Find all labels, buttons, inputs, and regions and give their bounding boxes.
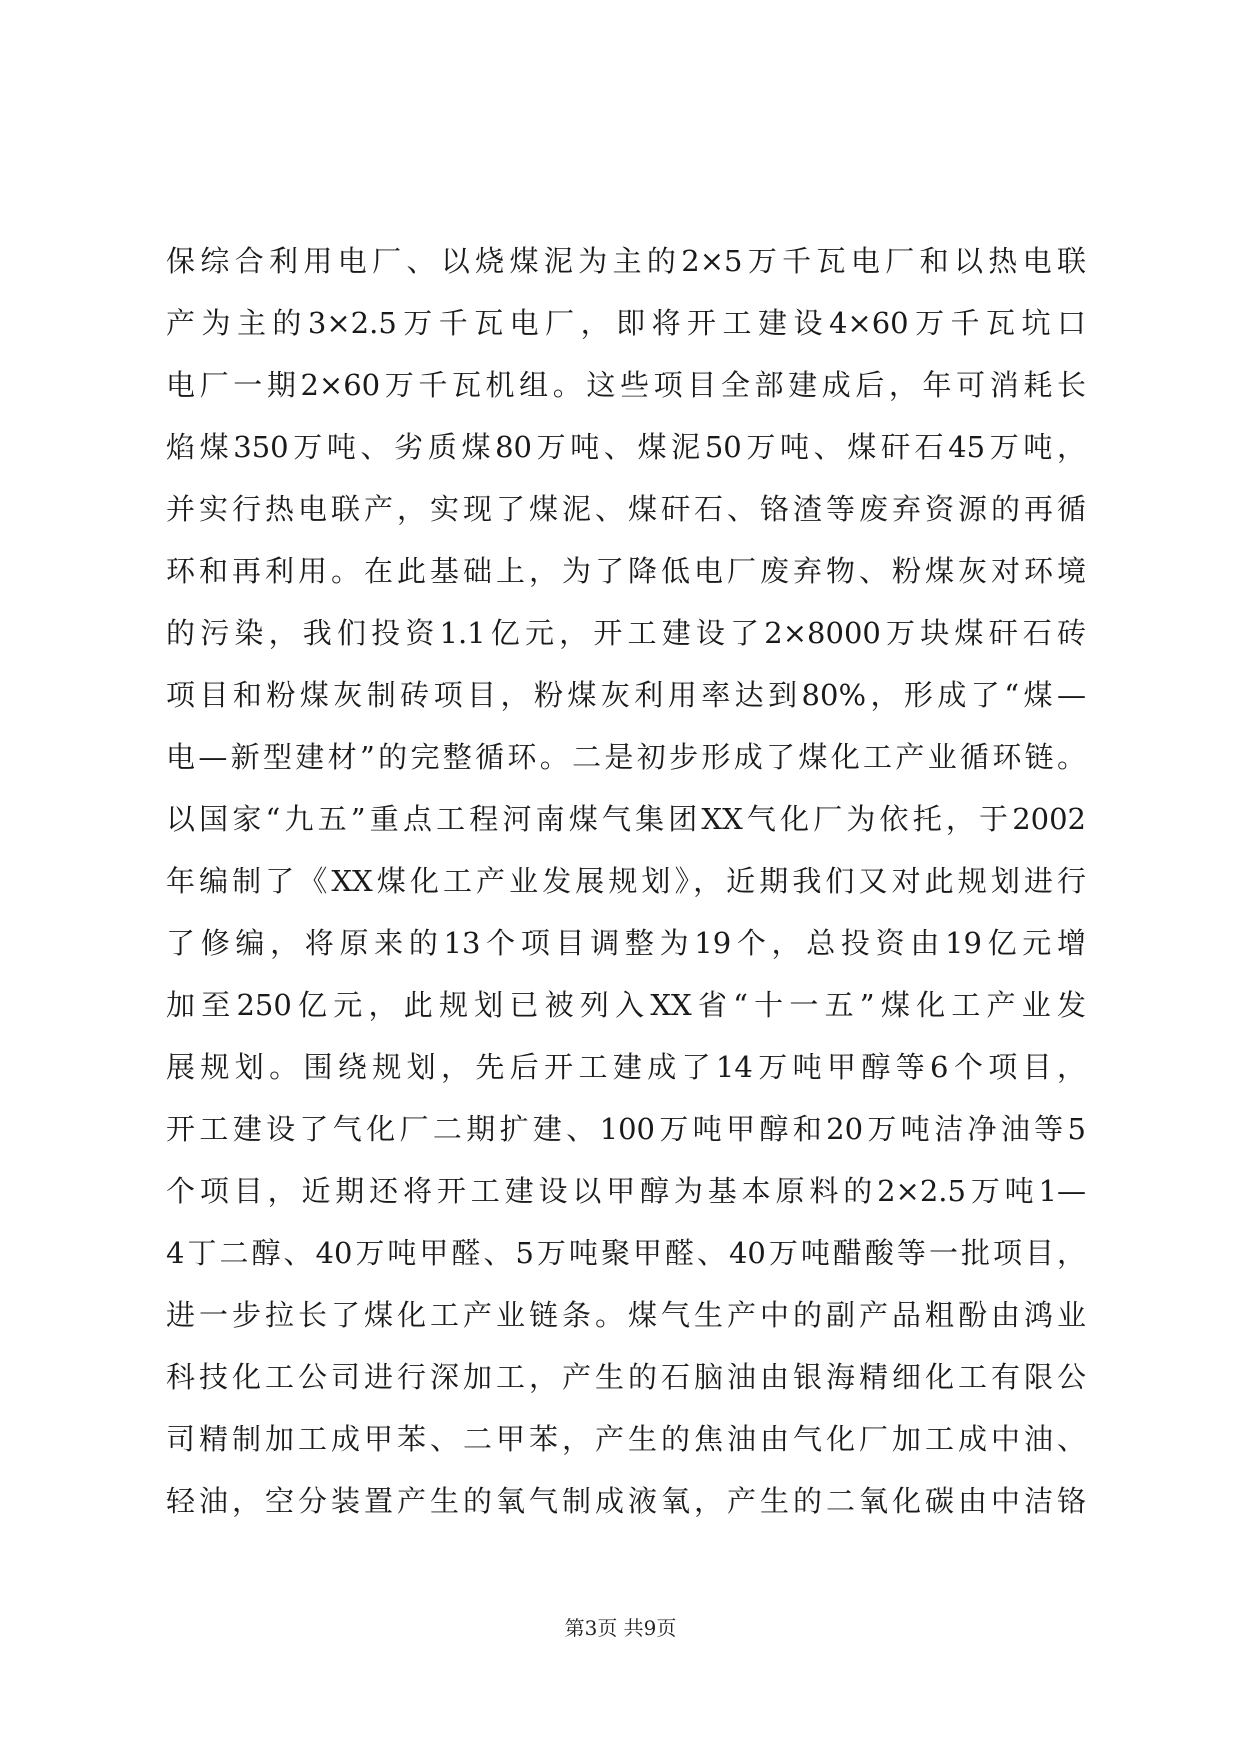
text-line: 电厂一期2×60万千瓦机组。这些项目全部建成后，年可消耗长 <box>166 368 1086 402</box>
text-line: 产为主的3×2.5万千瓦电厂，即将开工建设4×60万千瓦坑口 <box>166 306 1086 340</box>
text-line: 进一步拉长了煤化工产业链条。煤气生产中的副产品粗酚由鸿业 <box>166 1298 1086 1332</box>
text-line: 加至250亿元，此规划已被列入XX省“十一五”煤化工产业发 <box>166 988 1086 1022</box>
text-line: 开工建设了气化厂二期扩建、100万吨甲醇和20万吨洁净油等5 <box>166 1112 1086 1146</box>
text-line: 轻油，空分装置产生的氧气制成液氧，产生的二氧化碳由中洁铬 <box>166 1484 1086 1518</box>
text-line: 电—新型建材”的完整循环。二是初步形成了煤化工产业循环链。 <box>166 740 1086 774</box>
text-line: 的污染，我们投资1.1亿元，开工建设了2×8000万块煤矸石砖 <box>166 616 1086 650</box>
text-line: 年编制了《XX煤化工产业发展规划》，近期我们又对此规划进行 <box>166 864 1086 898</box>
text-line: 焰煤350万吨、劣质煤80万吨、煤泥50万吨、煤矸石45万吨， <box>166 430 1086 464</box>
text-line: 环和再利用。在此基础上，为了降低电厂废弃物、粉煤灰对环境 <box>166 554 1086 588</box>
text-line: 并实行热电联产，实现了煤泥、煤矸石、铬渣等废弃资源的再循 <box>166 492 1086 526</box>
text-line: 了修编，将原来的13个项目调整为19个，总投资由19亿元增 <box>166 926 1086 960</box>
text-line: 司精制加工成甲苯、二甲苯，产生的焦油由气化厂加工成中油、 <box>166 1422 1086 1456</box>
text-line: 以国家“九五”重点工程河南煤气集团XX气化厂为依托，于2002 <box>166 802 1086 836</box>
text-line: 展规划。围绕规划，先后开工建成了14万吨甲醇等6个项目， <box>166 1050 1086 1084</box>
text-line: 科技化工公司进行深加工，产生的石脑油由银海精细化工有限公 <box>166 1360 1086 1394</box>
text-line: 4丁二醇、40万吨甲醛、5万吨聚甲醛、40万吨醋酸等一批项目， <box>166 1236 1086 1270</box>
text-line: 项目和粉煤灰制砖项目，粉煤灰利用率达到80%，形成了“煤— <box>166 678 1086 712</box>
body-text <box>166 230 1086 1532</box>
text-line: 保综合利用电厂、以烧煤泥为主的2×5万千瓦电厂和以热电联 <box>166 244 1086 278</box>
text-line: 个项目，近期还将开工建设以甲醇为基本原料的2×2.5万吨1— <box>166 1174 1086 1208</box>
page-number-footer: 第3页 共9页 <box>564 1616 677 1640</box>
